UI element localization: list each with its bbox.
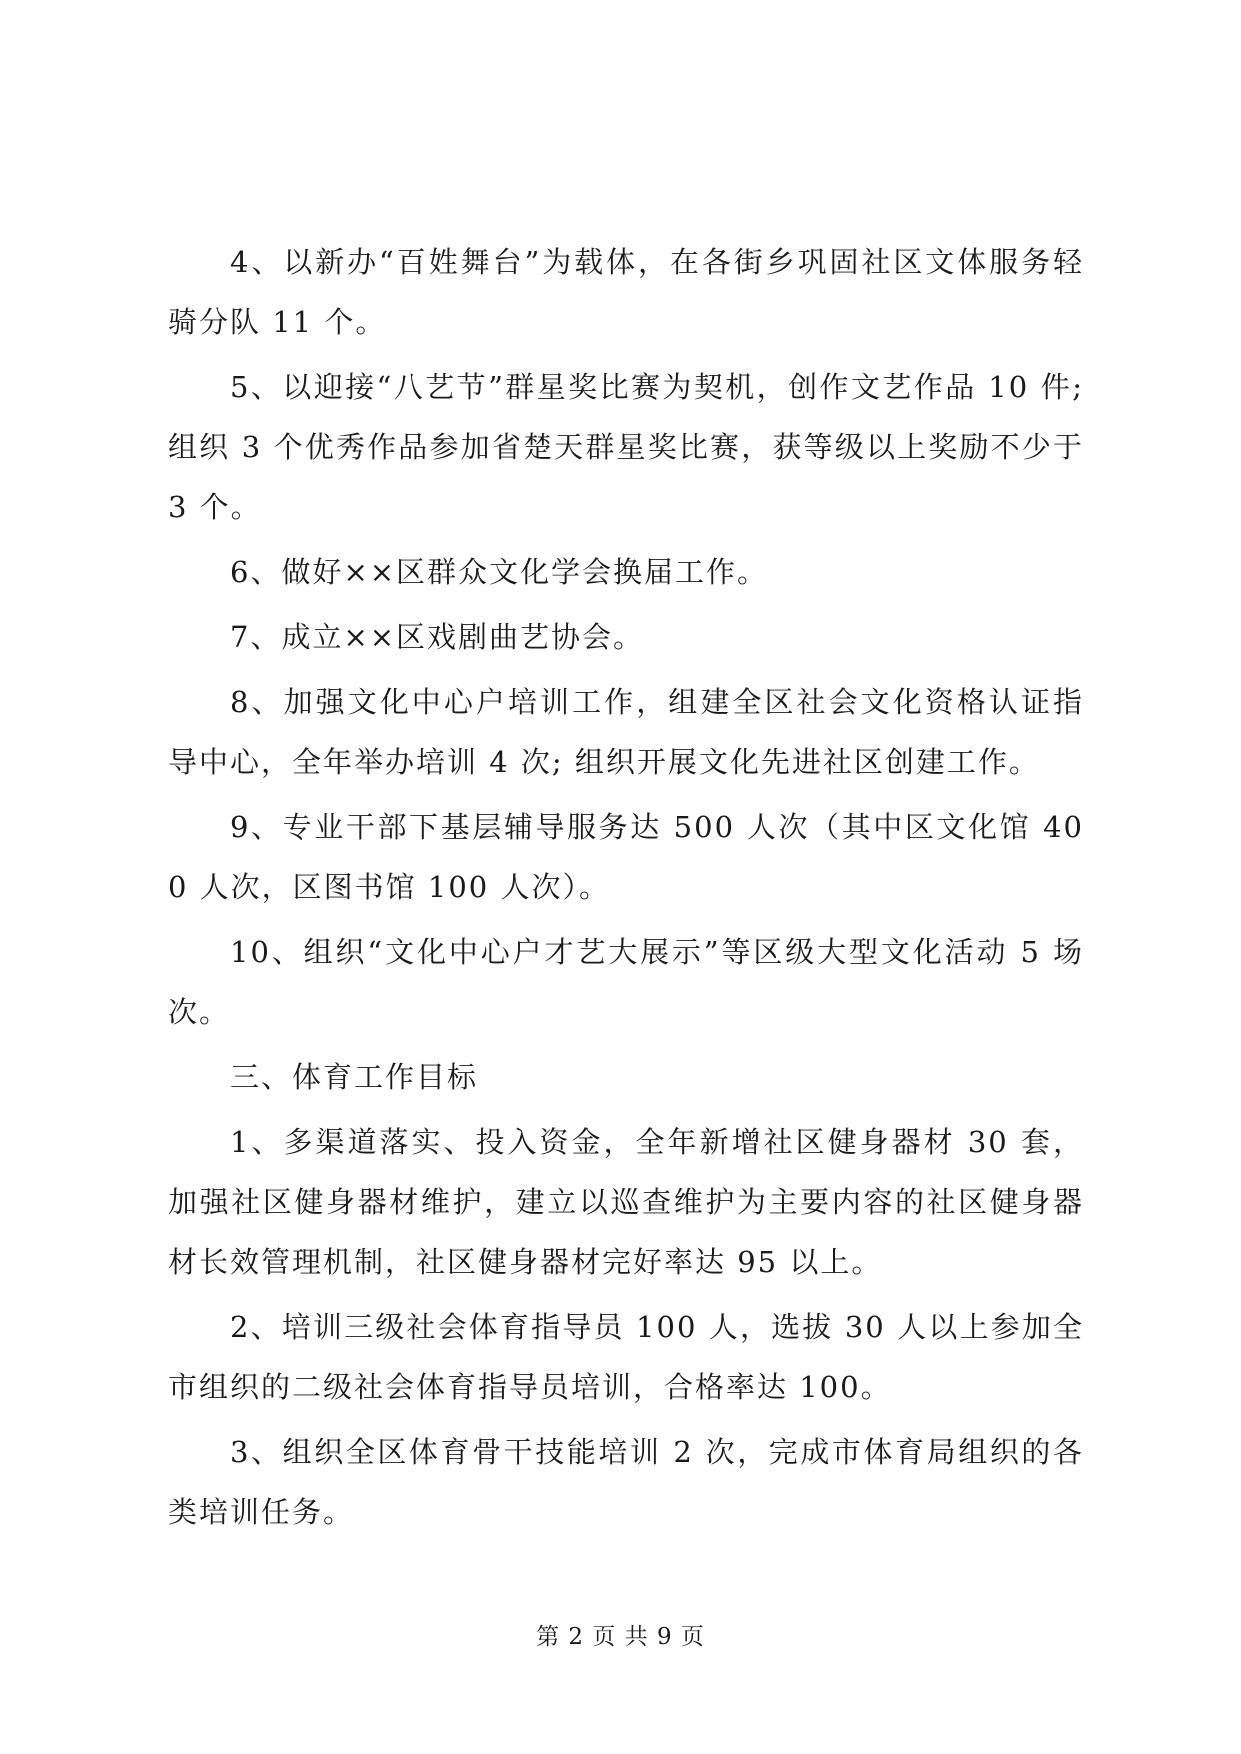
page-footer [0,1622,1241,1652]
sports-item-3: 3、组织全区体育骨干技能培训 2 次，完成市体育局组织的各类培训任务。 [168,1435,1084,1529]
paragraph-item-7: 7、成立××区戏剧曲艺协会。 [230,620,645,654]
page-number-label: 第 2 页 共 9 页 [536,1624,705,1650]
paragraph-item-4: 4、以新办“百姓舞台”为载体，在各街乡巩固社区文体服务轻骑分队 11 个。 [168,245,1084,339]
paragraph-item-5: 5、以迎接“八艺节”群星奖比赛为契机，创作文艺作品 10 件; 组织 3 个优秀作品参加省楚天群星奖比赛，获等级以上奖励不少于 3 个。 [168,370,1084,524]
sports-item-1: 1、多渠道落实、投入资金，全年新增社区健身器材 30 套，加强社区健身器材维护，建立以巡查维护为主要内容的社区健身器材长效管理机制，社区健身器材完好率达 95 以上。 [168,1125,1084,1279]
paragraph-item-8: 8、加强文化中心户培训工作，组建全区社会文化资格认证指导中心，全年举办培训 4 次; 组织开展文化先进社区创建工作。 [168,685,1084,779]
section-heading-sports-goals: 三、体育工作目标 [230,1060,479,1094]
paragraph-item-10: 10、组织“文化中心户才艺大展示”等区级大型文化活动 5 场次。 [168,935,1084,1029]
sports-item-2: 2、培训三级社会体育指导员 100 人，选拔 30 人以上参加全市组织的二级社会体育指导员培训，合格率达 100。 [168,1310,1084,1404]
paragraph-item-6: 6、做好××区群众文化学会换届工作。 [230,555,769,589]
document-body [168,232,1084,1547]
paragraph-item-9: 9、专业干部下基层辅导服务达 500 人次（其中区文化馆 400 人次，区图书馆 100 人次）。 [168,810,1084,904]
